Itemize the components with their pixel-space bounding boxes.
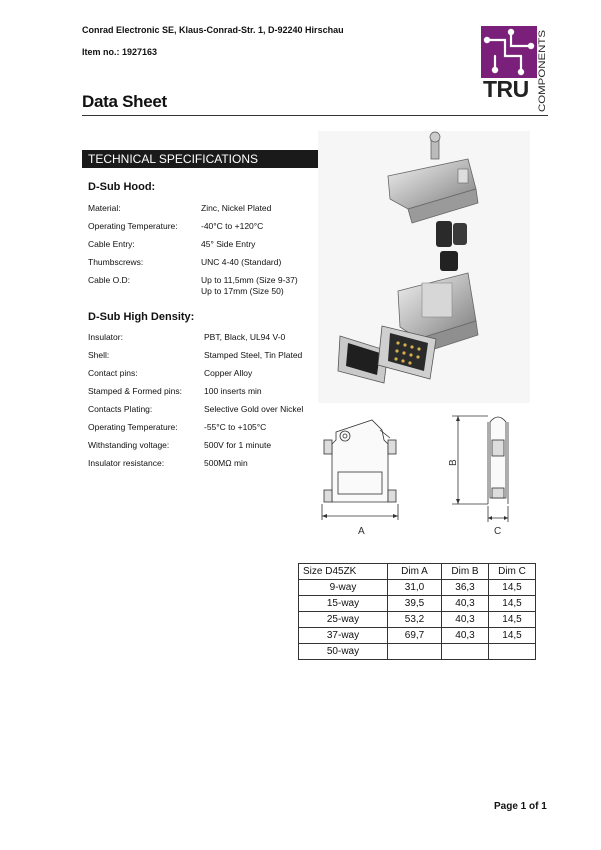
- table-cell: 14,5: [489, 612, 536, 628]
- spec-value: Zinc, Nickel Plated: [201, 203, 272, 213]
- table-row: [299, 644, 536, 660]
- page-number: Page 1 of 1: [494, 801, 547, 812]
- table-cell: 37-way: [299, 628, 388, 644]
- title-divider: [82, 115, 548, 116]
- spec-label: Thumbscrews:: [88, 257, 144, 267]
- table-cell: 40,3: [442, 612, 489, 628]
- spec-label: Insulator:: [88, 332, 123, 342]
- spec-label: Shell:: [88, 350, 110, 360]
- dim-a-label: A: [358, 526, 365, 537]
- table-header-cell: Dim B: [442, 564, 489, 580]
- table-cell: 9-way: [299, 580, 388, 596]
- table-cell: 15-way: [299, 596, 388, 612]
- spec-label: Contact pins:: [88, 368, 138, 378]
- spec-label: Contacts Plating:: [88, 404, 153, 414]
- item-number: Item no.: 1927163: [82, 47, 158, 57]
- spec-label: Cable O.D:: [88, 275, 131, 285]
- table-cell: 50-way: [299, 644, 388, 660]
- spec-label: Withstanding voltage:: [88, 440, 170, 450]
- table-cell: [442, 644, 489, 660]
- spec-value: UNC 4-40 (Standard): [201, 257, 282, 267]
- hood-heading: D-Sub Hood:: [88, 181, 156, 193]
- company-address: Conrad Electronic SE, Klaus-Conrad-Str. 1, D-92240 Hirschau: [82, 25, 344, 35]
- logo-brand-text: TRU: [483, 76, 529, 102]
- dimension-drawing: [312, 410, 548, 542]
- high-density-heading: D-Sub High Density:: [88, 311, 195, 323]
- table-cell: 14,5: [489, 596, 536, 612]
- table-cell: [489, 644, 536, 660]
- logo-circuit-mark: [481, 26, 537, 78]
- spec-value: 500MΩ min: [204, 458, 248, 468]
- table-cell: 25-way: [299, 612, 388, 628]
- table-cell: 53,2: [388, 612, 442, 628]
- table-row: [299, 628, 536, 644]
- spec-value: 100 inserts min: [204, 386, 262, 396]
- spec-value: PBT, Black, UL94 V-0: [204, 332, 286, 342]
- spec-value: -55°C to +105°C: [204, 422, 267, 432]
- table-header-cell: Size D45ZK: [299, 564, 388, 580]
- logo-subtitle: [537, 28, 547, 112]
- table-cell: 36,3: [442, 580, 489, 596]
- spec-label: Operating Temperature:: [88, 221, 178, 231]
- spec-value: 500V for 1 minute: [204, 440, 272, 450]
- table-row: [299, 580, 536, 596]
- spec-value: Selective Gold over Nickel: [204, 404, 304, 414]
- spec-value: Copper Alloy: [204, 368, 253, 378]
- table-cell: 31,0: [388, 580, 442, 596]
- spec-label: Material:: [88, 203, 121, 213]
- spec-label: Insulator resistance:: [88, 458, 165, 468]
- table-row: [299, 612, 536, 628]
- dim-c-label: C: [494, 526, 502, 537]
- spec-value: -40°C to +120°C: [201, 221, 264, 231]
- table-cell: 69,7: [388, 628, 442, 644]
- table-cell: 40,3: [442, 628, 489, 644]
- table-cell: 40,3: [442, 596, 489, 612]
- spec-label: Operating Temperature:: [88, 422, 178, 432]
- technical-specifications-heading: TECHNICAL SPECIFICATIONS: [82, 150, 330, 168]
- table-cell: 14,5: [489, 628, 536, 644]
- table-cell: 14,5: [489, 580, 536, 596]
- page-title: Data Sheet: [82, 92, 167, 111]
- table-row: [299, 596, 536, 612]
- tru-components-logo: [481, 26, 549, 110]
- svg-text:COMPONENTS: COMPONENTS: [537, 47, 547, 112]
- table-header-row: [299, 564, 536, 580]
- table-cell: [388, 644, 442, 660]
- table-cell: 39,5: [388, 596, 442, 612]
- spec-value: Up to 11,5mm (Size 9-37): [201, 275, 298, 285]
- table-header-cell: Dim C: [489, 564, 536, 580]
- dimensions-table: [298, 563, 536, 660]
- circuit-icon: [481, 26, 537, 78]
- spec-value: Stamped Steel, Tin Plated: [204, 350, 303, 360]
- product-exploded-view-image: [318, 131, 530, 403]
- spec-label: Stamped & Formed pins:: [88, 386, 183, 396]
- spec-value: Up to 17mm (Size 50): [201, 286, 284, 296]
- spec-value: 45° Side Entry: [201, 239, 256, 249]
- table-header-cell: Dim A: [388, 564, 442, 580]
- dim-b-label: B: [448, 459, 459, 466]
- spec-label: Cable Entry:: [88, 239, 135, 249]
